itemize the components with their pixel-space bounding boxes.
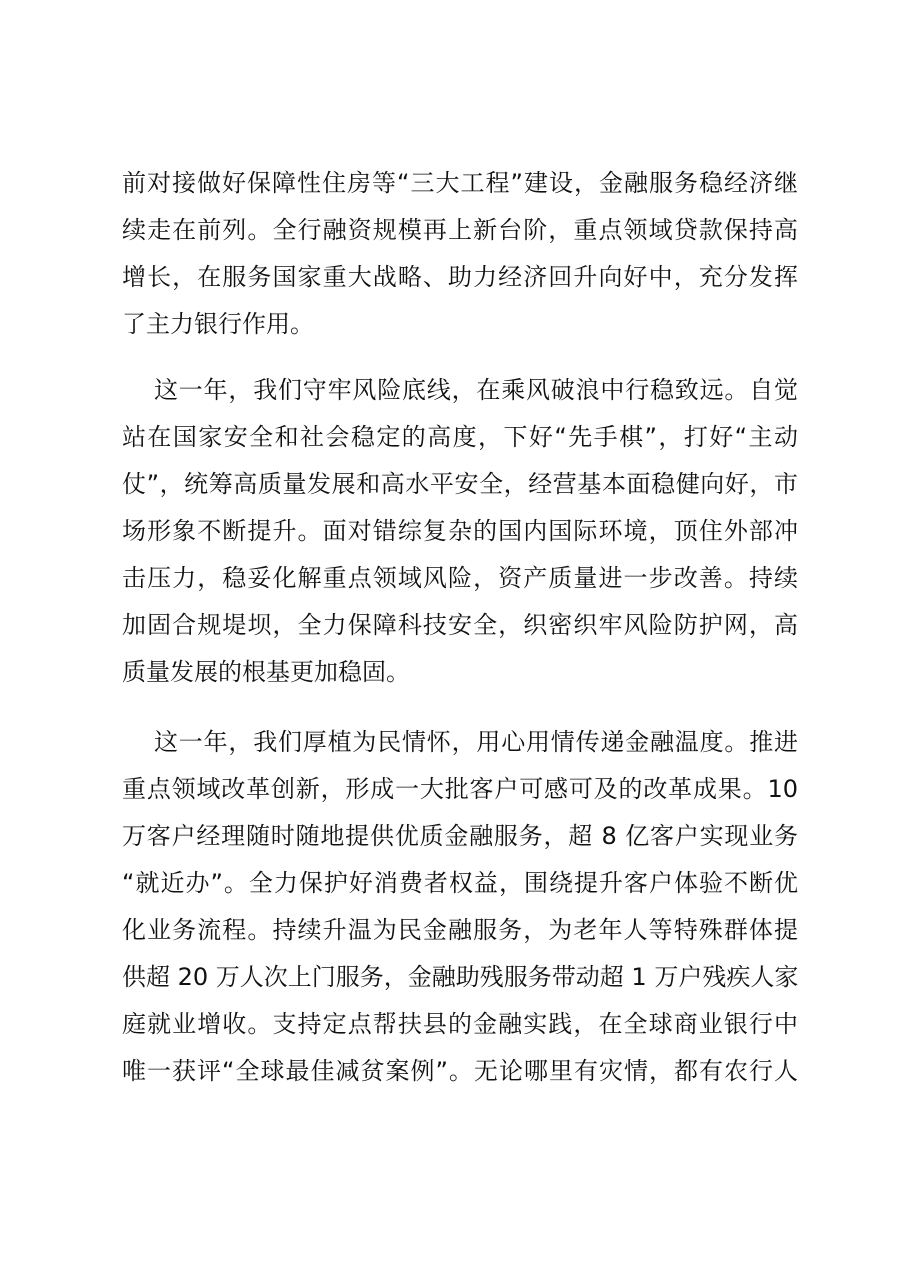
text-line: 这一年，我们厚植为民情怀，用心用情传递金融温度。推进 <box>154 728 798 756</box>
text-line: 续走在前列。全行融资规模再上新台阶，重点领域贷款保持高 <box>122 216 798 244</box>
text-line: 站在国家安全和社会稳定的高度，下好“先手棋”，打好“主动 <box>122 423 798 451</box>
text-line: 了主力银行作用。 <box>122 310 314 338</box>
text-line: 重点领域改革创新，形成一大批客户可感可及的改革成果。10 <box>122 775 798 803</box>
text-line: 前对接做好保障性住房等“三大工程”建设，金融服务稳经济继 <box>122 169 798 197</box>
text-line: “就近办”。全力保护好消费者权益，围绕提升客户体验不断优 <box>122 869 798 897</box>
text-line: 化业务流程。持续升温为民金融服务，为老年人等特殊群体提 <box>122 916 798 944</box>
text-line: 唯一获评“全球最佳减贫案例”。无论哪里有灾情，都有农行人 <box>122 1057 798 1085</box>
text-line: 场形象不断提升。面对错综复杂的国内国际环境，顶住外部冲 <box>122 517 798 545</box>
text-line: 质量发展的根基更加稳固。 <box>122 658 410 686</box>
text-line: 庭就业增收。支持定点帮扶县的金融实践，在全球商业银行中 <box>122 1010 798 1038</box>
text-line: 击压力，稳妥化解重点领域风险，资产质量进一步改善。持续 <box>122 564 798 592</box>
text-line: 万客户经理随时随地提供优质金融服务，超 8 亿客户实现业务 <box>122 822 798 850</box>
text-line: 这一年，我们守牢风险底线，在乘风破浪中行稳致远。自觉 <box>154 376 798 404</box>
text-line: 增长，在服务国家重大战略、助力经济回升向好中，充分发挥 <box>122 263 798 291</box>
text-line: 仗”，统筹高质量发展和高水平安全，经营基本面稳健向好，市 <box>122 470 798 498</box>
text-line: 加固合规堤坝，全力保障科技安全，织密织牢风险防护网，高 <box>122 611 798 639</box>
text-line: 供超 20 万人次上门服务，金融助残服务带动超 1 万户残疾人家 <box>122 963 798 991</box>
